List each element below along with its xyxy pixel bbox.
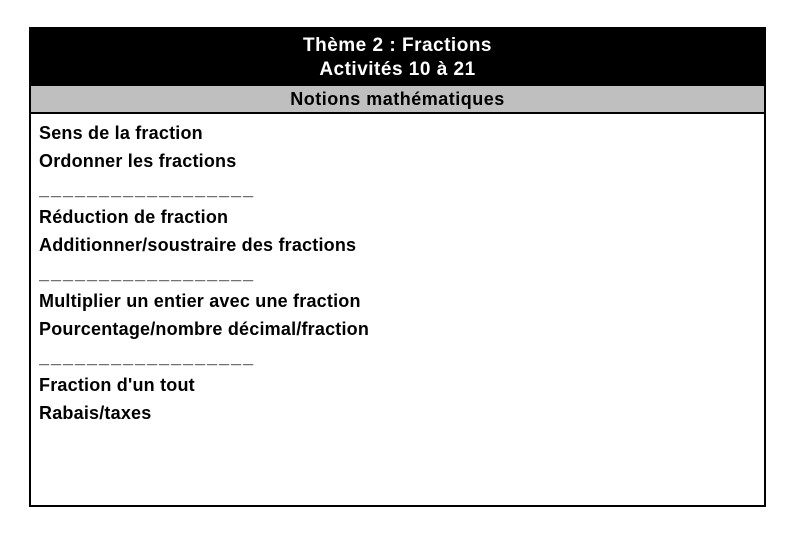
section-divider: __________________ [39, 179, 256, 199]
theme-table [29, 27, 766, 507]
column-header-label: Notions mathématiques [290, 89, 505, 109]
theme-title: Thème 2 : Fractions [303, 35, 492, 56]
activities-range: Activités 10 à 21 [319, 59, 476, 80]
column-header [31, 86, 764, 114]
list-item: Rabais/taxes [39, 403, 152, 423]
list-item: Fraction d'un tout [39, 375, 195, 395]
list-item: Sens de la fraction [39, 123, 203, 143]
table-header [31, 29, 764, 86]
list-item: Additionner/soustraire des fractions [39, 235, 357, 255]
section-divider: __________________ [39, 347, 256, 367]
list-item: Ordonner les fractions [39, 151, 237, 171]
list-item: Pourcentage/nombre décimal/fraction [39, 319, 370, 339]
list-item: Réduction de fraction [39, 207, 229, 227]
section-divider: __________________ [39, 263, 256, 283]
list-item: Multiplier un entier avec une fraction [39, 291, 361, 311]
table-body [31, 114, 764, 505]
